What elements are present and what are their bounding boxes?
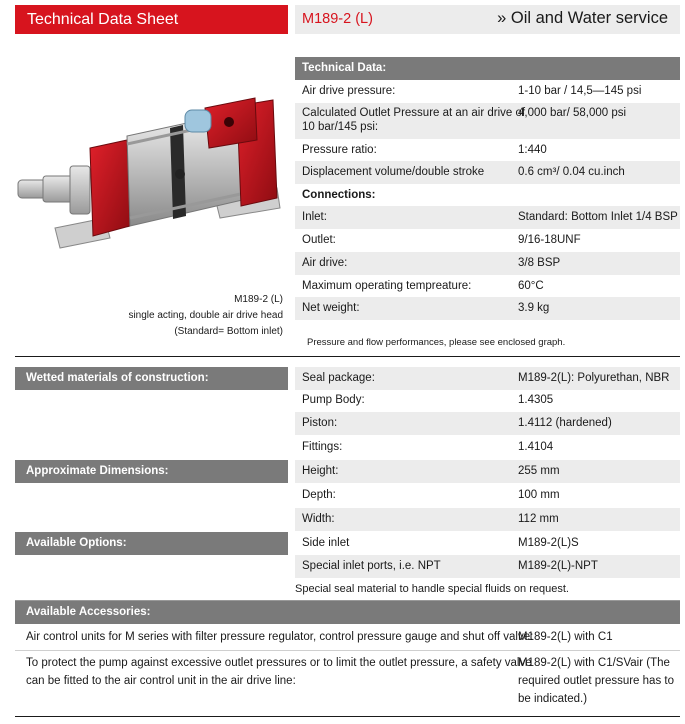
- table-row: Pump Body: 1.4305: [302, 394, 554, 406]
- header-title-bar: [15, 5, 288, 34]
- table-row: Fittings: 1.4104: [302, 441, 554, 453]
- table-row: Depth: 100 mm: [302, 489, 560, 501]
- table-row: Width: 112 mm: [295, 508, 680, 531]
- caption-model: M189-2 (L): [234, 294, 283, 305]
- performance-note: Pressure and flow performances, please see enclosed graph.: [307, 337, 566, 348]
- table-row: Piston: 1.4112 (hardened): [295, 412, 680, 435]
- table-row: Seal package: M189-2(L): Polyurethan, NBR: [295, 367, 680, 390]
- table-row: Air drive pressure: 1-10 bar / 14,5—145 psi: [302, 85, 642, 97]
- divider: [15, 716, 680, 717]
- accessory-row: Air control units for M series with filter pressure regulator, control pressure gauge and shut off valve: M189-2(L) with C1: [26, 631, 613, 643]
- header-model-bar: [295, 5, 680, 34]
- model-name: M189-2 (L): [302, 11, 373, 27]
- table-row: Calculated Outlet Pressure at an air drive of 10 bar/145 psi: 4,000 bar/ 58,000 psi: [295, 103, 680, 139]
- special-seal-note: Special seal material to handle special fluids on request.: [295, 583, 569, 595]
- table-row: Air drive: 3/8 BSP: [295, 252, 680, 275]
- table-row: Inlet: Standard: Bottom Inlet 1/4 BSP: [295, 206, 680, 229]
- caption-standard: (Standard= Bottom inlet): [174, 326, 283, 337]
- pump-image: [15, 48, 290, 283]
- options-heading: Available Options:: [15, 532, 288, 555]
- table-row: Maximum operating tempreature: 60°C: [302, 280, 544, 292]
- caption-description: single acting, double air drive head: [128, 310, 283, 321]
- table-row: Outlet: 9/16-18UNF: [302, 234, 581, 246]
- table-row: Height: 255 mm: [295, 460, 680, 483]
- image-caption: [128, 292, 283, 340]
- dimensions-heading: Approximate Dimensions:: [15, 460, 288, 483]
- accessories-heading: Available Accessories:: [15, 601, 680, 624]
- technical-heading: Technical Data:: [295, 57, 680, 80]
- table-row: Pressure ratio: 1:440: [302, 144, 547, 156]
- accessory-row: To protect the pump against excessive outlet pressures or to limit the outlet pressure, a safety valve can be fitted to the air control unit in the air drive line: M189-2(L) with C1/SVair (The required outlet pressure has to be indicated.): [26, 657, 674, 705]
- divider: [15, 356, 680, 357]
- table-row: Displacement volume/double stroke 0.6 cm³/ 0.04 cu.inch: [295, 161, 680, 184]
- table-row: Side inlet M189-2(L)S: [302, 537, 579, 549]
- connections-heading: Connections:: [302, 189, 376, 201]
- service-label: » Oil and Water service: [497, 9, 668, 27]
- divider: [15, 650, 680, 651]
- table-row: Special inlet ports, i.e. NPT M189-2(L)-NPT: [295, 555, 680, 578]
- table-row: Net weight: 3.9 kg: [295, 297, 680, 320]
- wetted-heading: Wetted materials of construction:: [15, 367, 288, 390]
- page-title: Technical Data Sheet: [27, 11, 179, 28]
